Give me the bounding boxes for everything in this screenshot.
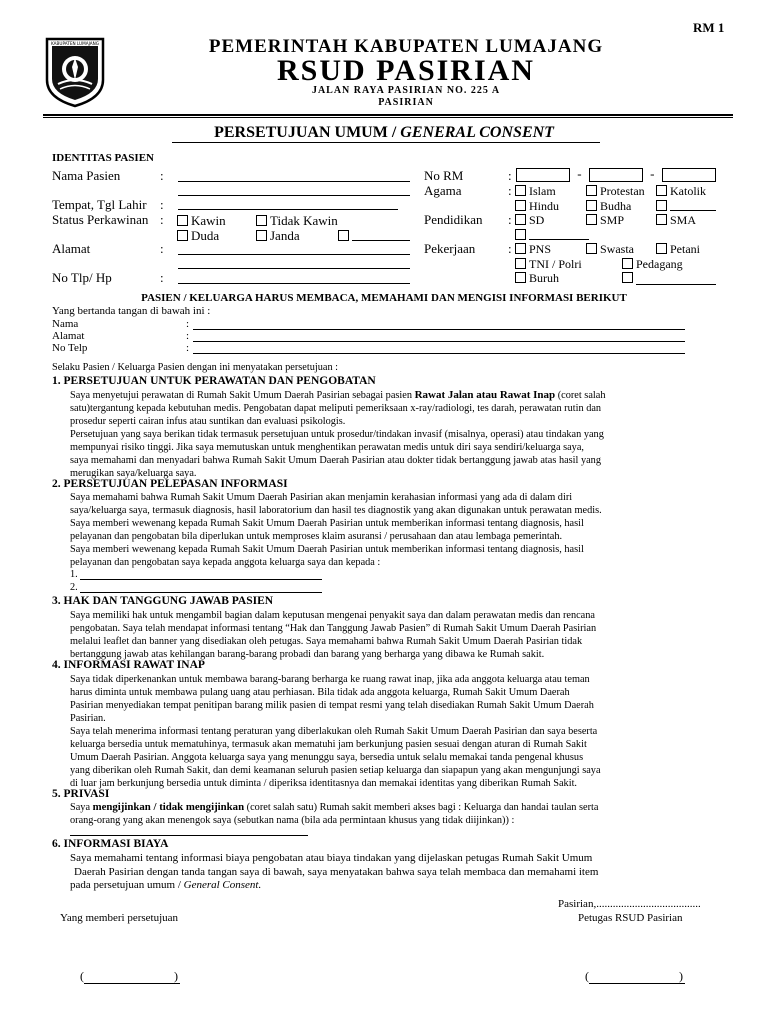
label-status: Status Perkawinan [52,212,149,227]
checkbox-tni[interactable]: TNI / Polri [515,257,582,272]
label-keluarga-nama: Nama [52,318,79,330]
section-6-title: 6. INFORMASI BIAYA [52,838,169,850]
header-line1: PEMERINTAH KABUPATEN LUMAJANG [208,36,604,57]
field-status-other[interactable] [352,240,410,241]
field-nama-pasien[interactable] [178,181,410,182]
header-divider [43,114,733,116]
label-pekerjaan: Pekerjaan [424,241,476,256]
form-code: RM 1 [693,20,725,35]
checkbox-katolik[interactable]: Katolik [656,184,706,199]
label-norm: No RM [424,168,464,183]
checkbox-islam[interactable]: Islam [515,184,556,199]
section-1-body: Saya menyetujui perawatan di Rumah Sakit Umum Daerah Pasirian sebagai pasien Rawat Jalan atau Rawat Inap (coret salah satu)tergantung kepada kebutuhan medis. Pengobatan dapat meliputi pemeriksaan x-ray/radiologi, tes darah, perawatan rutin dan prosedur seperti cairan infus atau suntikan dan evaluasi psikologis. Persetujuan yang saya berikan tidak termasuk persetujuan untuk prosedur/tindakan invasif (misalnya, operasi) atau tindakan yang mempunyai risiko tinggi. Jika saya memutuskan untuk menghentikan perawatan medis untuk diri saya sendiri/keluarga saya, saya memahami dan menyadari bahwa Rumah Sakit Umum Daerah Pasirian atau dokter tidak bertanggung jawab atas hasil yang merugikan saya/keluarga saya. [70,389,606,479]
field-pekerjaan-other[interactable] [636,284,716,285]
field-privasi[interactable] [70,835,308,836]
disclosure-item-2-label: 2. [70,582,78,593]
keluarga-heading: PASIEN / KELUARGA HARUS MEMBACA, MEMAHAMI DAN MENGISI INFORMASI BERIKUT [141,292,627,304]
field-norm[interactable]: - - [516,166,716,182]
field-alamat[interactable] [178,254,410,255]
checkbox-other-status[interactable] [338,228,352,244]
signature-place-date[interactable]: Pasirian,...................................... [558,898,701,910]
field-agama-other[interactable] [670,210,716,211]
label-nama-pasien: Nama Pasien [52,168,121,183]
checkbox-other-pekerjaan[interactable] [622,271,636,286]
checkbox-other-agama[interactable] [656,199,670,214]
signature-left-label: Yang memberi persetujuan [60,912,179,924]
page-title: PERSETUJUAN UMUM / GENERAL CONSENT [214,124,554,141]
checkbox-hindu[interactable]: Hindu [515,199,559,214]
label-telp: No Tlp/ Hp [52,270,112,285]
header-line4: PASIRIAN [378,97,434,108]
field-pendidikan-other[interactable] [529,239,589,240]
checkbox-petani[interactable]: Petani [656,242,700,257]
checkbox-sma[interactable]: SMA [656,213,696,228]
section-5-title: 5. PRIVASI [52,788,110,800]
section-4-body: Saya tidak diperkenankan untuk membawa barang-barang berharga ke ruang rawat inap, jika ada anggota keluarga atau teman harus diminta untuk membawa pulang uang atau perhiasan. Bila tidak ada anggota keluarga, Rumah Sakit Umum Daerah Pasirian menyediakan tempat penitipan barang milik pasien di tempat resmi yang telah disediakan Rumah Sakit Umum Daerah Pasirian. Saya telah menerima informasi tentang peraturan yang diberlakukan oleh Rumah Sakit Umum Daerah Pasirian dan saya beserta keluarga bersedia untuk mematuhinya, termasuk akan mematuhi jam berkunjung pasien sesuai dengan aturan di Rumah Sakit Umum Daerah Pasirian. Anggota keluarga saya yang menunggu saya, bersedia untuk selalu memakai tanda pengenal khusus yang diberikan oleh Rumah Sakit, dan demi keamanan seluruh pasien setiap keluarga dan siapapun yang akan mengunjungi saya di luar jam berkunjung bersedia untuk diminta / diperiksa identitasnya dan memakai identitas yang diberikan Rumah Sakit. [70,674,601,789]
label-keluarga-alamat: Alamat [52,330,85,342]
label-keluarga-telp: No Telp [52,342,88,354]
statement-text: Selaku Pasien / Keluarga Pasien dengan ini menyatakan persetujuan : [52,362,339,373]
checkbox-pns[interactable]: PNS [515,242,551,257]
signature-left-line [84,983,180,984]
svg-text:KABUPATEN LUMAJANG: KABUPATEN LUMAJANG [50,41,100,46]
section-4-title: 4. INFORMASI RAWAT INAP [52,659,205,671]
title-underline [172,142,600,143]
section-2-body: Saya memahami bahwa Rumah Sakit Umum Daerah Pasirian akan menjamin kerahasian informasi yang ada di dalam diri saya/keluarga saya, termasuk diagnosis, hasil laboratorium dan hasil tes diagnostik yang akan digunakan untuk perawatan medis. Saya memberi wewenang kepada Rumah Sakit Umum Daerah Pasirian untuk memberikan informasi tentang diagnosis, hasil pelayanan dan pengobatan bila diperlukan untuk memproses klaim asuransi / perusahaan dan atau lembaga pemerintah. Saya memberi wewenang kepada Rumah Sakit Umum Daerah Pasirian untuk memberikan informasi tentang diagnosis, hasil pelayanan dan pengobatan saya kepada anggota keluarga saya dan kepada : [70,492,602,568]
label-pendidikan: Pendidikan [424,212,483,227]
signature-right-field[interactable]: ( ) [585,969,683,983]
label-agama: Agama [424,183,462,198]
header-line3: JALAN RAYA PASIRIAN NO. 225 A [311,85,501,96]
header-divider-thin [43,117,733,118]
field-keluarga-alamat[interactable] [193,341,685,342]
checkbox-other-pendidikan[interactable] [515,228,529,243]
disclosure-item-1-label: 1. [70,569,78,580]
checkbox-pedagang[interactable]: Pedagang [622,257,683,272]
section-2-title: 2. PERSETUJUAN PELEPASAN INFORMASI [52,478,288,490]
checkbox-budha[interactable]: Budha [586,199,631,214]
field-keluarga-nama[interactable] [193,329,685,330]
section-3-body: Saya memiliki hak untuk mengambil bagian dalam keputusan mengenai penyakit saya dan dalam perawatan medis dan rencana pengobatan. Saya telah mendapat informasi tentang “Hak dan Tanggung Jawab Pasien” di Rumah Sakit Umum Daerah Pasirian melalui leaflet dan banner yang disediakan oleh petugas. Saya memahami bahwa Rumah Sakit Umum Daerah Pasirian tidak bertanggung jawab atas kehilangan barang-barang probadi dan barang yang berharga yang dibawa ke Rumah sakit. [70,610,597,660]
signature-right-label: Petugas RSUD Pasirian [578,912,683,924]
field-ttl[interactable] [178,209,398,210]
checkbox-swasta[interactable]: Swasta [586,242,634,257]
field-keluarga-telp[interactable] [193,353,685,354]
checkbox-buruh[interactable]: Buruh [515,271,559,286]
field-alamat-2[interactable] [178,268,410,269]
signature-right-line [589,983,685,984]
checkbox-kawin[interactable]: Kawin [177,213,226,229]
field-telp[interactable] [178,283,410,284]
section-6-body: Saya memahami tentang informasi biaya pengobatan atau biaya tindakan yang dijelaskan petugas Rumah Sakit Umum Daerah Pasirian dengan tanda tangan saya di bawah, saya menyatakan bahwa saya telah membaca dan memahami item pada persetujuan umum / General Consent. [70,852,599,891]
field-nama-pasien-2[interactable] [178,195,410,196]
checkbox-janda[interactable]: Janda [256,228,300,244]
checkbox-duda[interactable]: Duda [177,228,219,244]
field-disclosure-1[interactable] [80,579,322,580]
checkbox-tidak-kawin[interactable]: Tidak Kawin [256,213,338,229]
label-alamat: Alamat [52,241,91,256]
keluarga-intro: Yang bertanda tangan di bawah ini : [52,305,211,317]
checkbox-protestan[interactable]: Protestan [586,184,645,199]
field-disclosure-2[interactable] [80,592,322,593]
identitas-heading: IDENTITAS PASIEN [52,152,154,164]
section-3-title: 3. HAK DAN TANGGUNG JAWAB PASIEN [52,595,274,607]
checkbox-sd[interactable]: SD [515,213,544,228]
checkbox-smp[interactable]: SMP [586,213,624,228]
section-5-body: Saya mengijinkan / tidak mengijinkan (coret salah satu) Rumah sakit memberi akses bagi : Keluarga dan handai taulan serta orang-orang yang akan menengok saya (sebutkan nama (bila ada permintaan khusus yang tidak diijinkan)) : [70,801,599,826]
signature-left-field[interactable]: ( ) [80,969,178,983]
header-line2: RSUD PASIRIAN [277,54,535,87]
section-1-title: 1. PERSETUJUAN UNTUK PERAWATAN DAN PENGOBATAN [52,375,376,387]
label-ttl: Tempat, Tgl Lahir [52,197,147,212]
